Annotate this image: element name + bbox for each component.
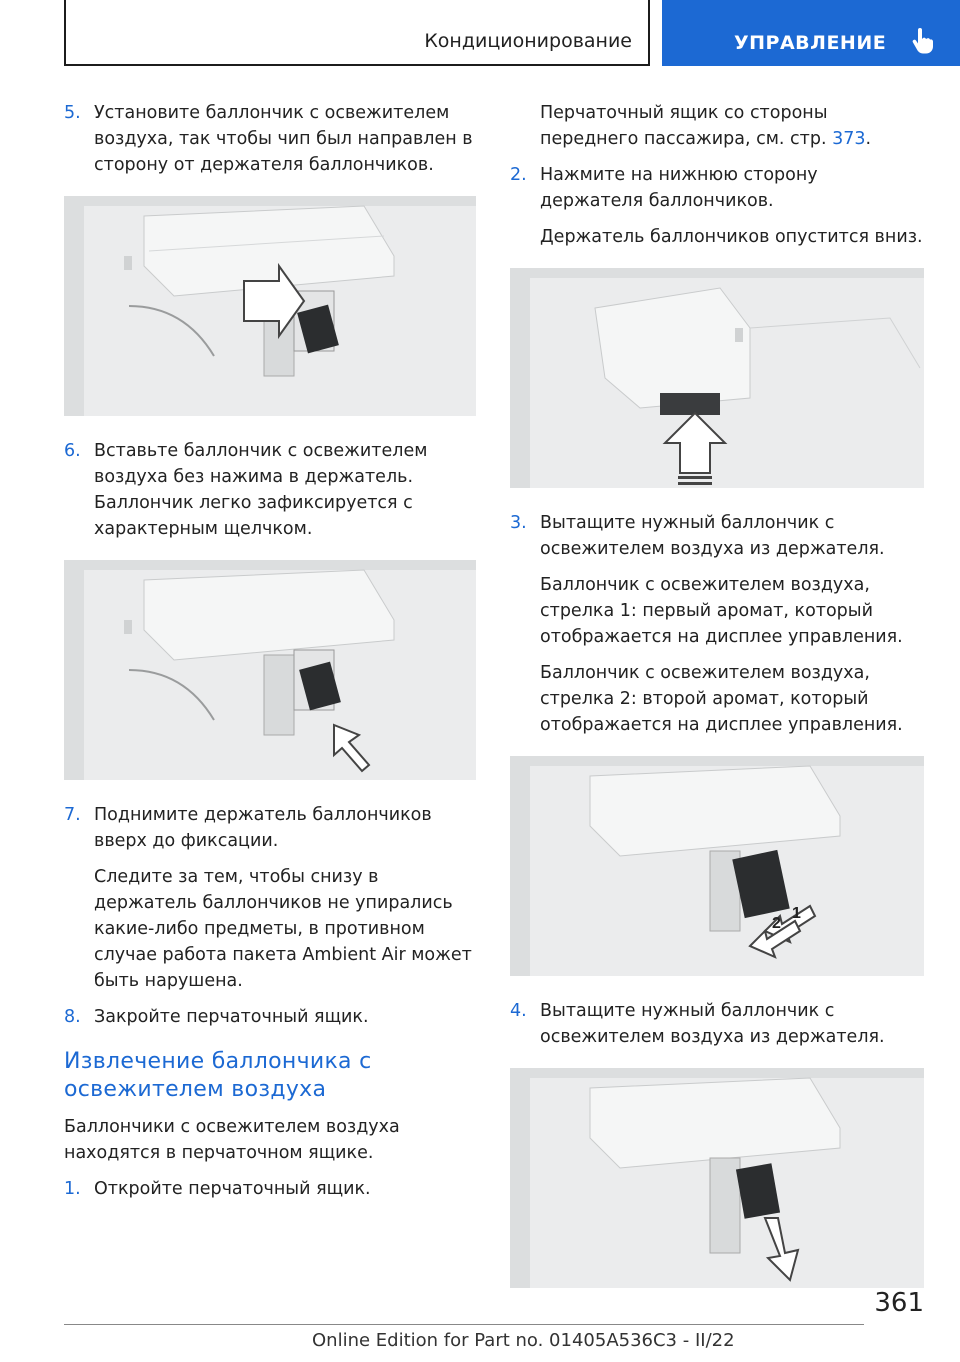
step-2-note: Держатель баллончиков опустится вниз.: [540, 227, 923, 247]
figure-pull-can: [510, 1068, 924, 1288]
page-link[interactable]: 373: [832, 129, 866, 149]
step-7: 7. Поднимите держатель баллончиков вверх до фиксации.: [64, 805, 432, 851]
left-column: [64, 100, 476, 1212]
header-chapter: [662, 0, 960, 66]
right-column: [510, 100, 924, 1310]
arrow-label-2: 2: [772, 915, 781, 932]
figure-insert-can: [64, 196, 476, 416]
page-number: 361: [874, 1288, 924, 1318]
step-2: 2. Нажмите на нижнюю сторону держателя баллончиков.: [510, 165, 818, 211]
header-section: [64, 0, 650, 66]
chapter-title: УПРАВЛЕНИЕ: [734, 32, 887, 54]
step-6: 6. Вставьте баллончик с освежителем воздуха без нажима в держатель. Баллончик легко зафиксируется с характерным щелчком.: [64, 441, 428, 539]
intro-text: Баллончики с освежителем воздуха находятся в перчаточном ящике.: [64, 1117, 400, 1163]
step-7-note: Следите за тем, чтобы снизу в держатель баллончиков не упирались какие-либо предметы, в противном случае работа пакета Ambient Air может быть нарушена.: [94, 867, 472, 991]
step-1-continuation: Перчаточный ящик со стороны переднего пассажира, см. стр. 373.: [540, 103, 872, 149]
step-4: 4. Вытащите нужный баллончик с освежителем воздуха из держателя.: [510, 1001, 885, 1047]
edition-text: Online Edition for Part no. 01405A536C3 - II/22: [312, 1330, 735, 1351]
figure-remove-cans: [510, 756, 924, 976]
figure-press-holder: [510, 268, 924, 488]
step-3-note-2: Баллончик с освежителем воздуха, стрелка 2: второй аромат, который отображается на дисплее управления.: [540, 663, 903, 735]
hand-pointer-icon: [912, 28, 934, 54]
step-8: 8. Закройте перчаточный ящик.: [64, 1007, 369, 1027]
step-3-note-1: Баллончик с освежителем воздуха, стрелка 1: первый аромат, который отображается на дисплее управления.: [540, 575, 903, 647]
section-title: Кондиционирование: [424, 30, 632, 52]
footer-divider: [64, 1324, 864, 1325]
step-3: 3. Вытащите нужный баллончик с освежителем воздуха из держателя.: [510, 513, 885, 559]
arrow-label-1: 1: [792, 905, 801, 922]
section-heading: Извлечение баллончика с освежителем воздуха: [64, 1049, 372, 1102]
step-1: 1. Откройте перчаточный ящик.: [64, 1179, 371, 1199]
figure-lift-holder: [64, 560, 476, 780]
step-5: 5. Установите баллончик с освежителем воздуха, так чтобы чип был направлен в сторону от держателя баллончиков.: [64, 103, 473, 175]
